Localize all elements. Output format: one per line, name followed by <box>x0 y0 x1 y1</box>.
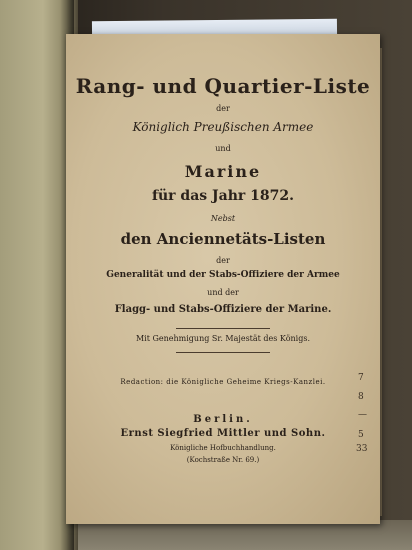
text-hofbuchhandlung: Königliche Hofbuchhandlung. <box>170 444 276 452</box>
text-marine: Marine <box>184 162 262 181</box>
text-redaction: Redaction: die Königliche Geheime Kriegs-Kanzlei. <box>120 378 326 386</box>
margin-mark: 8 <box>358 392 364 402</box>
text-der-2: der <box>216 256 230 265</box>
book-title: Rang- und Quartier-Liste <box>75 74 371 98</box>
title-page <box>66 34 380 524</box>
text-und: und <box>215 144 231 153</box>
margin-mark: 7 <box>358 373 364 383</box>
text-nebst: Nebst <box>210 214 236 223</box>
text-publisher: Ernst Siegfried Mittler und Sohn. <box>120 428 326 439</box>
text-anciennetaets: den Anciennetäts-Listen <box>120 230 326 248</box>
text-city: Berlin. <box>193 414 253 425</box>
text-generalitaet: Generalität und der Stabs-Offiziere der Armee <box>106 270 340 280</box>
divider-lower <box>176 352 270 353</box>
text-koeniglich: Königlich Preußischen Armee <box>132 120 314 134</box>
text-genehmigung: Mit Genehmigung Sr. Majestät des Königs. <box>135 334 310 343</box>
text-der: der <box>216 104 230 113</box>
margin-mark: 33 <box>356 444 368 454</box>
text-address: (Kochstraße Nr. 69.) <box>186 456 260 464</box>
text-flagg-offiziere: Flagg- und Stabs-Offiziere der Marine. <box>114 304 332 315</box>
text-und-der: und der <box>207 288 239 297</box>
margin-mark: — <box>358 410 367 420</box>
margin-mark: 5 <box>358 430 364 440</box>
text-year: für das Jahr 1872. <box>151 188 295 204</box>
divider-upper <box>176 328 270 329</box>
